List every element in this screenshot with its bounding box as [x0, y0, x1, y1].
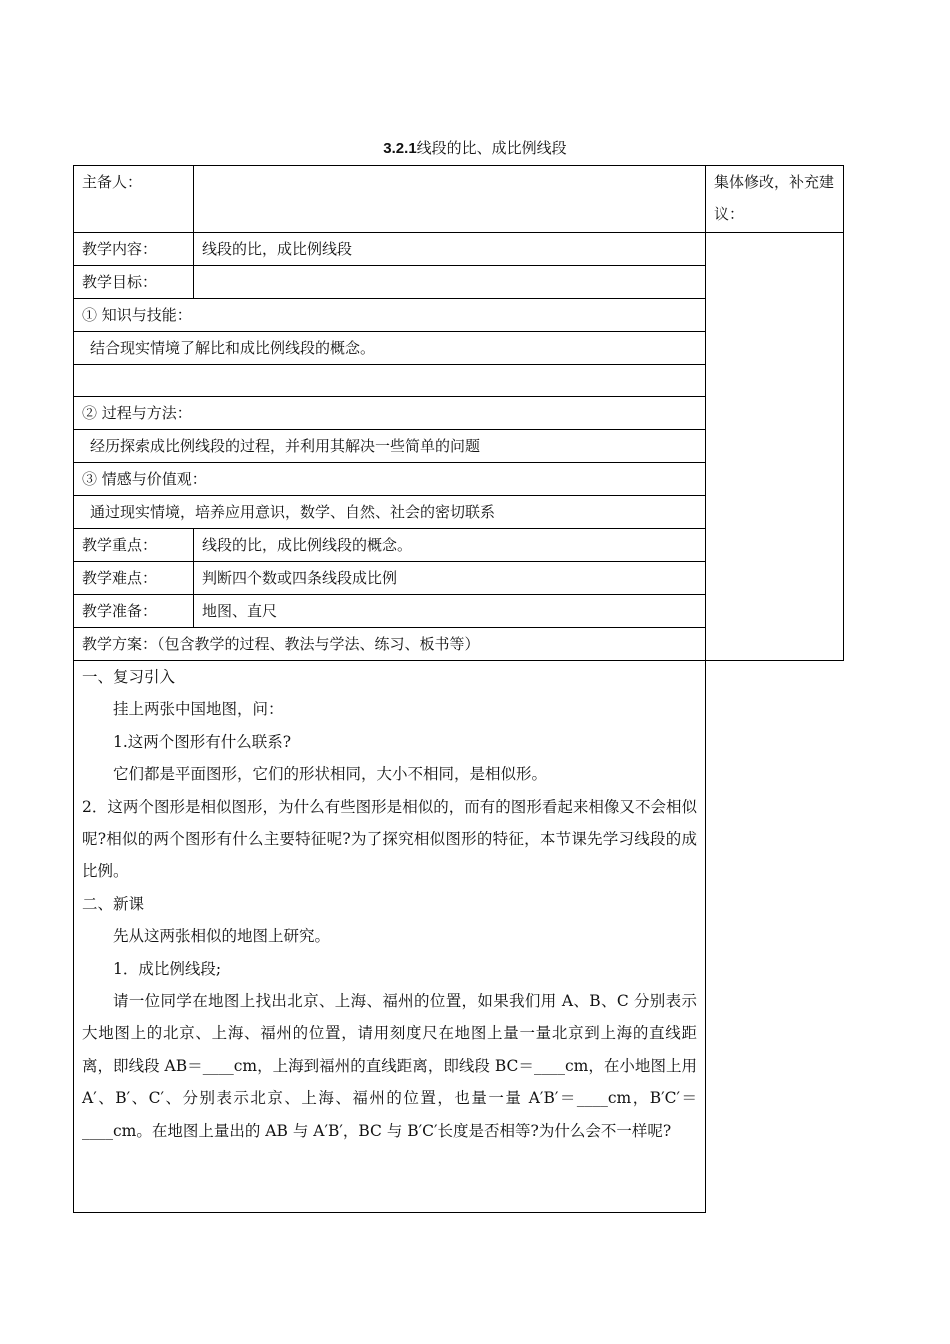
lesson-title: 线段的比、成比例线段	[416, 139, 567, 157]
difficulties-label: 教学难点：	[74, 562, 194, 595]
section-heading-new-lesson: 二、新课	[82, 894, 145, 913]
key-points-label: 教学重点：	[74, 529, 194, 562]
lesson-number: 3.2.1	[383, 140, 417, 157]
knowledge-heading: ① 知识与技能：	[74, 299, 706, 332]
values-text: 通过现实情境，培养应用意识，数学、自然、社会的密切联系	[74, 496, 706, 529]
side-notes-label: 集体修改，补充建议：	[706, 166, 844, 233]
process-text: 经历探索成比例线段的过程，并利用其解决一些简单的问题	[74, 430, 706, 463]
preparer-value	[194, 166, 706, 233]
preparation-label: 教学准备：	[74, 595, 194, 628]
body-paragraph: 请一位同学在地图上找出北京、上海、福州的位置，如果我们用 A、B、C 分别表示大地图上的北京、上海、福州的位置，请用刻度尺在地图上量一量北京到上海的直线距离，即线段 AB＝____cm，上海到福州的直线距离，即线段 BC＝____cm，在小地图上用 A′、B′、C′、分别表示北京、上海、福州的位置，也量一量 A′B′＝____cm，B′C′＝____cm。在地图上量出的 AB 与 A′B′，BC 与 B′C′长度是否相等?为什么会不一样呢?	[82, 992, 697, 1140]
page-title	[0, 137, 950, 158]
difficulties-value: 判断四个数或四条线段成比例	[194, 562, 706, 595]
body-paragraph: 2．这两个图形是相似图形，为什么有些图形是相似的，而有的图形看起来相像又不会相似呢?相似的两个图形有什么主要特征呢?为了探究相似图形的特征，本节课先学习线段的成比例。	[82, 797, 697, 881]
knowledge-text: 结合现实情境了解比和成比例线段的概念。	[74, 332, 706, 365]
content-label: 教学内容：	[74, 233, 194, 266]
body-paragraph: 它们都是平面图形，它们的形状相同，大小不相同，是相似形。	[113, 765, 548, 784]
goals-value	[194, 266, 706, 299]
preparation-value: 地图、直尺	[194, 595, 706, 628]
process-heading: ② 过程与方法：	[74, 397, 706, 430]
body-paragraph: 挂上两张中国地图，问：	[113, 700, 284, 719]
lesson-body	[74, 661, 706, 1213]
side-notes-area	[706, 233, 844, 661]
body-paragraph: 1．成比例线段;	[113, 959, 222, 978]
goals-label: 教学目标：	[74, 266, 194, 299]
preparer-label: 主备人：	[74, 166, 194, 233]
key-points-value: 线段的比，成比例线段的概念。	[194, 529, 706, 562]
plan-label: 教学方案：（包含教学的过程、教法与学法、练习、板书等）	[74, 628, 706, 661]
body-paragraph: 1.这两个图形有什么联系?	[113, 732, 292, 751]
lesson-plan-table	[73, 165, 844, 1213]
content-value: 线段的比，成比例线段	[194, 233, 706, 266]
blank-row	[74, 365, 706, 397]
section-heading-review: 一、复习引入	[82, 668, 176, 686]
values-heading: ③ 情感与价值观：	[74, 463, 706, 496]
body-paragraph: 先从这两张相似的地图上研究。	[113, 927, 331, 946]
